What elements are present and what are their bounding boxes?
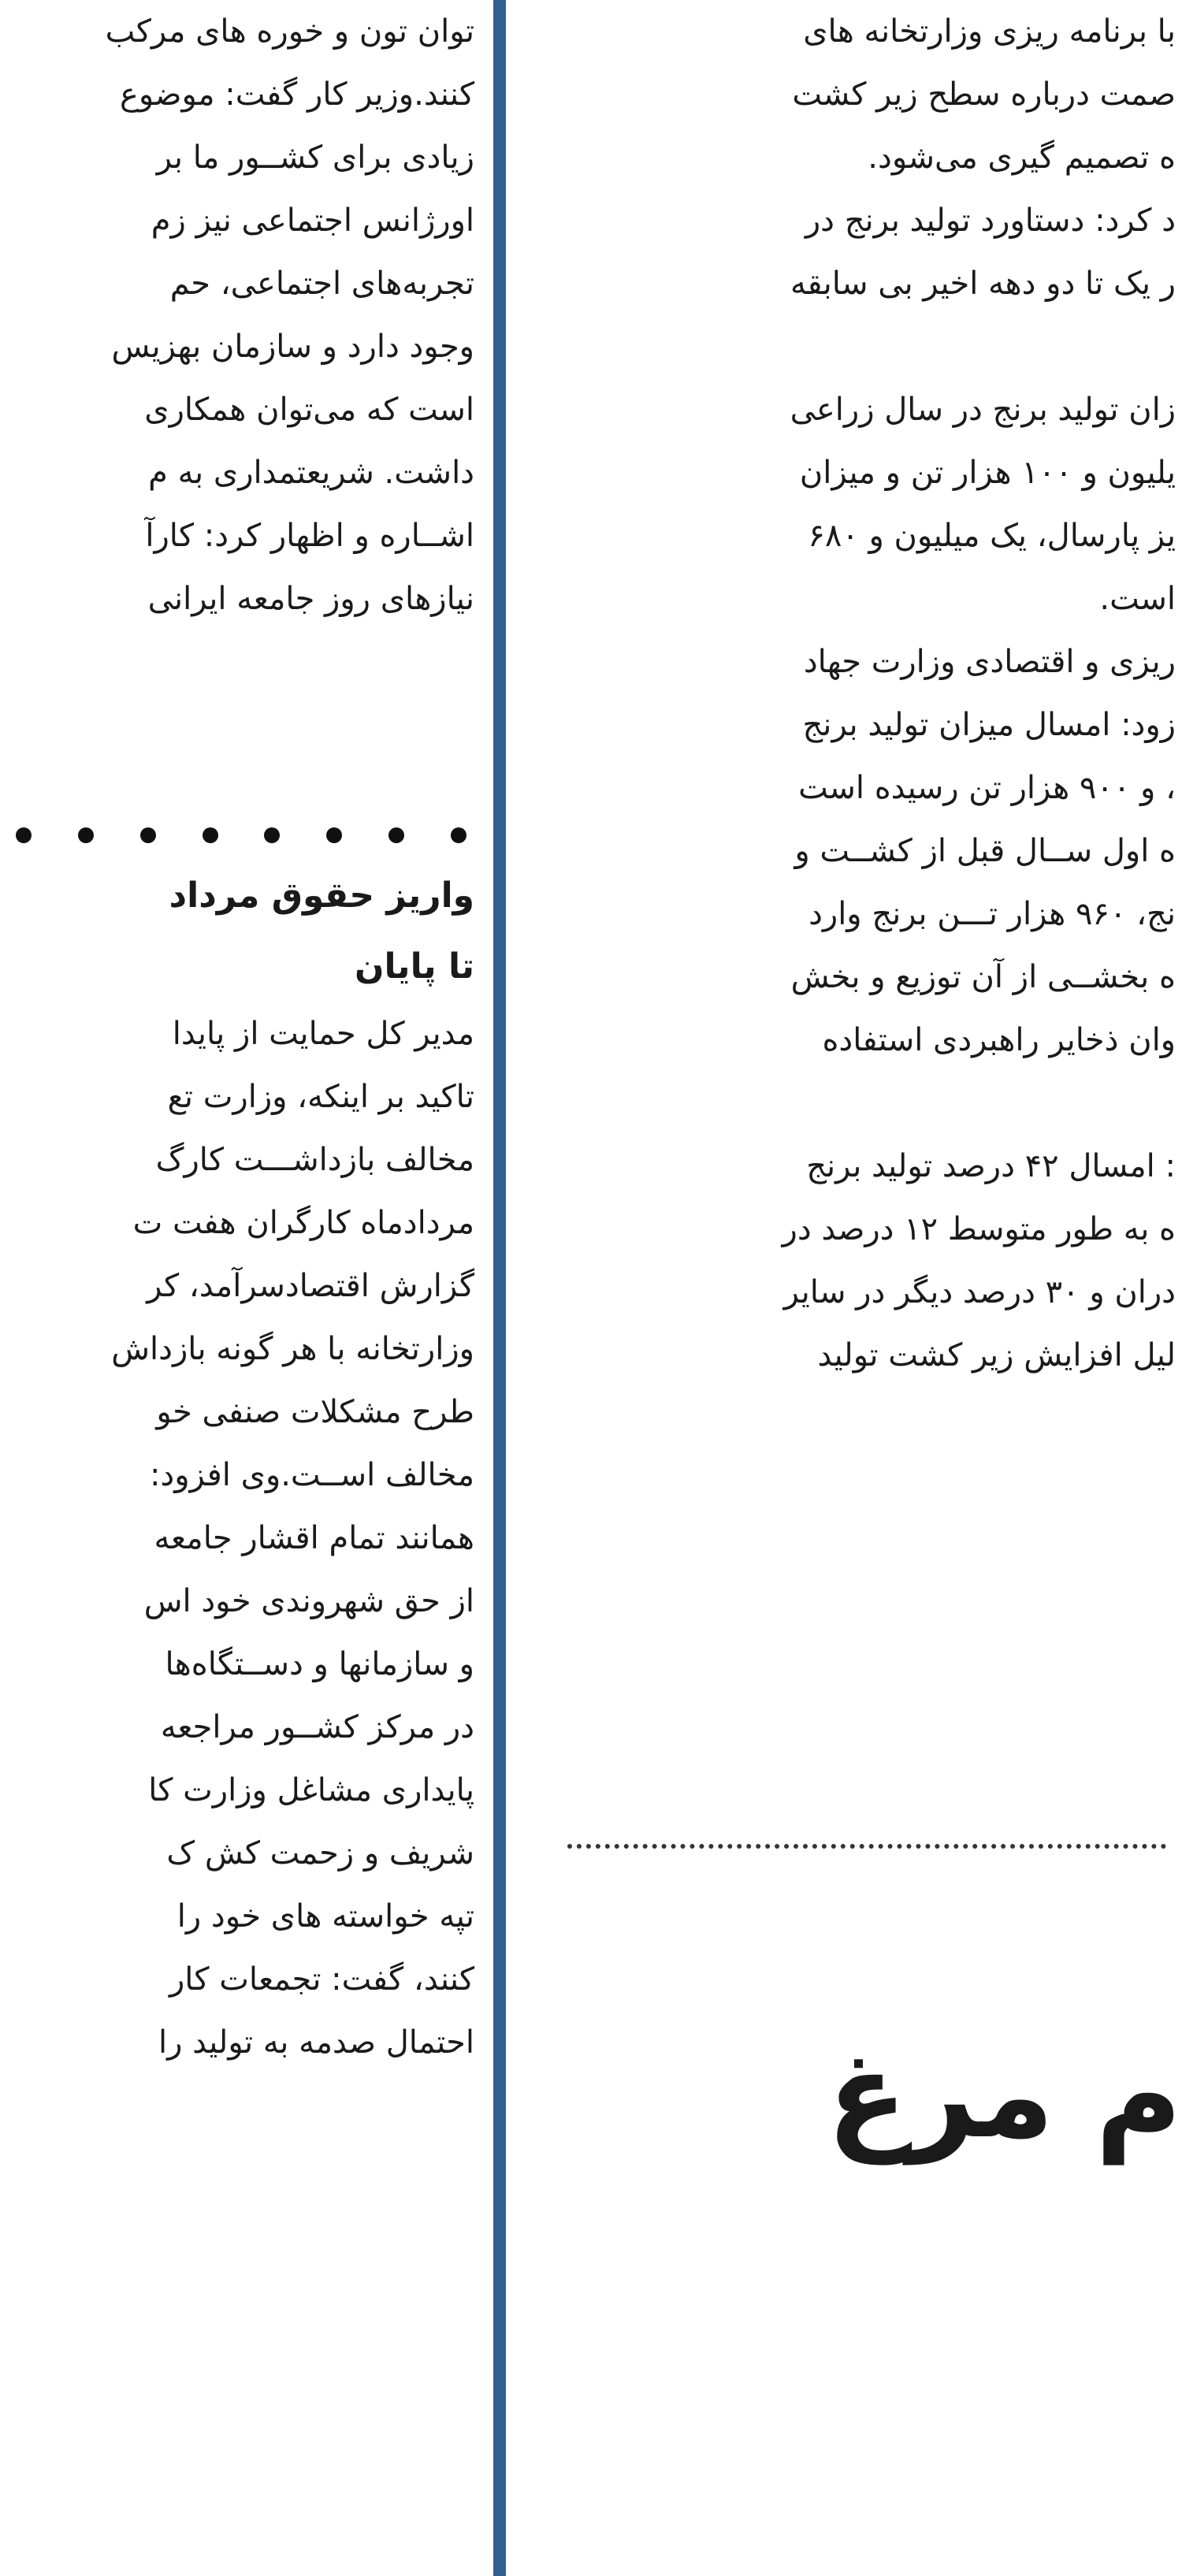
text-line: کنند.وزیر کار گفت: موضوع [119,76,474,113]
text-line: ریزی و اقتصادی وزارت جهاد [803,644,1176,680]
separator-dot [16,827,32,843]
text-line: اورژانس اجتماعی نیز زم [151,203,474,239]
text-line: زیادی برای کشــور ما بر [156,139,474,176]
text-line: ر یک تا دو دهه اخیر بی سابقه [790,266,1176,302]
text-line: وجود دارد و سازمان بهزیس [111,329,474,365]
text-line: یلیون و ۱۰۰ هزار تن و میزان [799,455,1176,491]
separator-dot [203,827,218,843]
text-line [526,315,1182,378]
text-line: و سازمانها و دســتگاه‌ها [165,1646,474,1682]
text-line: ه بخشــی از آن توزیع و بخش [790,959,1176,995]
dotted-divider [567,1844,1166,1849]
text-line: صمت درباره سطح زیر کشت [792,76,1176,113]
text-line: نیازهای روز جامعه ایرانی [147,581,474,617]
text-line: است. [1099,581,1176,617]
text-line: همانند تمام اقشار جامعه [154,1520,474,1556]
text-line: ه اول ســال قبل از کشــت و [794,833,1176,869]
text-line: مخالف اســت.وی افزود: [149,1457,474,1493]
text-line: دران و ۳۰ درصد دیگر در سایر [783,1274,1176,1310]
text-line: مدیر کل حمایت از پایدا [172,1016,474,1052]
text-line [526,1072,1182,1135]
text-line: لیل افزایش زیر کشت تولید [817,1337,1176,1373]
text-line: ه به طور متوسط ۱۲ درصد در [782,1211,1176,1247]
text-line: زود: امسال میزان تولید برنج [802,707,1176,743]
text-line: تاکید بر اینکه، وزارت تع [167,1079,474,1115]
separator-dot [388,827,404,843]
text-line: کنند، گفت: تجمعات کار [169,1961,474,1998]
left-article-body [0,1002,482,2074]
text-line: احتمال صدمه به تولید را [158,2024,474,2061]
text-line: مخالف بازداشـــت کارگ [155,1142,474,1178]
text-line: ه تصمیم گیری می‌شود. [868,139,1176,176]
text-line: داشت. شریعتمداری به م [148,455,474,491]
text-line: طرح مشکلات صنفی خو [156,1394,474,1430]
text-line: اشــاره و اظهار کرد: کارآ [145,518,474,554]
article-headline-line: تا پایان [354,946,474,987]
text-line: پایداری مشاغل وزارت کا [148,1772,474,1808]
separator-dot [451,827,466,843]
separator-dot [326,827,342,843]
text-line: توان تون و خوره های مرکب [105,13,474,50]
text-line: : امسال ۴۲ درصد تولید برنج [806,1148,1176,1184]
text-line: د کرد: دستاورد تولید برنج در [805,203,1176,239]
separator-dot [140,827,156,843]
text-line: گزارش اقتصادسرآمد، کر [147,1268,474,1304]
separator-dot [264,827,280,843]
text-line: مردادماه کارگران هفت ت [132,1205,474,1241]
text-line: شریف و زحمت کش ک [166,1835,474,1872]
text-line: وان ذخایر راهبردی استفاده [822,1022,1176,1058]
article-headline-line: واریز حقوق مرداد [169,875,474,916]
text-line: با برنامه ریزی وزارتخانه های [803,13,1176,50]
big-headline: م مرغ [827,2028,1182,2165]
section-separator-dots [16,820,466,851]
text-line: یز پارسال، یک میلیون و ۶۸۰ [808,518,1176,554]
text-line: است که می‌توان همکاری [144,392,474,428]
text-line: ، و ۹۰۰ هزار تن رسیده است [798,770,1176,806]
column-divider-rule [493,0,506,2576]
left-article-bottom [0,861,482,2074]
text-line: در مرکز کشــور مراجعه [160,1709,474,1745]
text-line: تپه خواسته های خود را [177,1898,474,1935]
text-line: نج، ۹۶۰ هزار تـــن برنج وارد [808,896,1176,932]
separator-dot [78,827,94,843]
text-line: تجربه‌های اجتماعی، حم [169,266,474,302]
left-article-top [0,0,482,630]
right-article-body [526,0,1182,1387]
text-line: وزارتخانه با هر گونه بازداش [111,1331,474,1367]
text-line: زان تولید برنج در سال زراعی [790,392,1176,428]
text-line: از حق شهروندی خود اس [143,1583,474,1619]
